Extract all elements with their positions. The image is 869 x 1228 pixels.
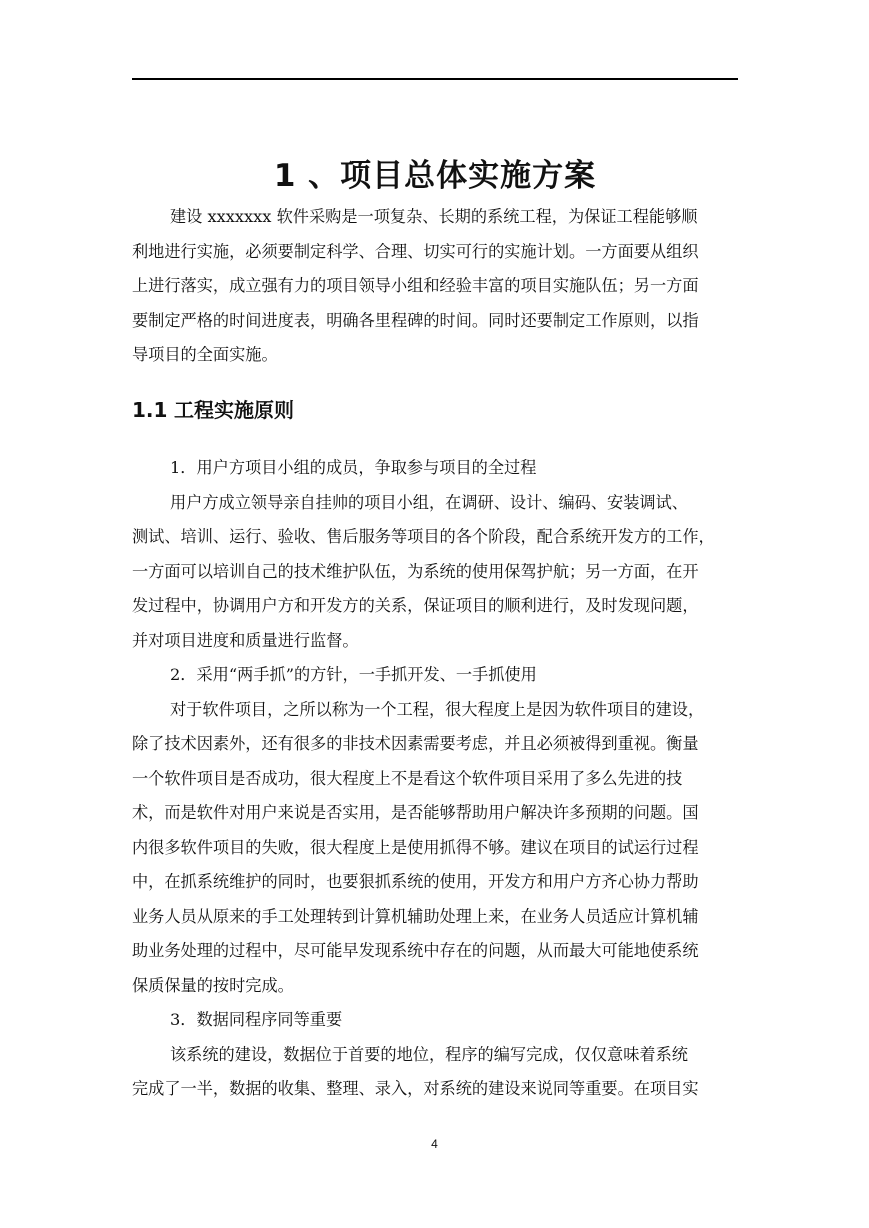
text-line: 一方面可以培训自己的技术维护队伍，为系统的使用保驾护航；另一方面，在开 xyxy=(132,561,699,581)
text-line: 术，而是软件对用户来说是否实用，是否能够帮助用户解决许多预期的问题。国 xyxy=(132,803,699,822)
text-line: 要制定严格的时间进度表，明确各里程碑的时间。同时还要制定工作原则，以指 xyxy=(132,310,699,330)
text-line: 建设 xxxxxxx 软件采购是一项复杂、长期的系统工程，为保证工程能够顺 xyxy=(170,207,698,226)
list-item-heading: 1．用户方项目小组的成员，争取参与项目的全过程 xyxy=(170,458,537,477)
text-line: 对于软件项目，之所以称为一个工程，很大程度上是因为软件项目的建设， xyxy=(170,699,705,719)
section-title: 工程实施原则 xyxy=(174,398,294,422)
list-item-heading: 3．数据同程序同等重要 xyxy=(170,1010,343,1029)
chapter-title: 1 、项目总体实施方案 xyxy=(273,158,597,194)
text-line: 用户方成立领导亲自挂帅的项目小组，在调研、设计、编码、安装调试、 xyxy=(170,492,688,512)
text-line: 除了技术因素外，还有很多的非技术因素需要考虑，并且必须被得到重视。衡量 xyxy=(132,734,699,753)
text-line: 发过程中，协调用户方和开发方的关系，保证项目的顺利进行，及时发现问题， xyxy=(132,596,699,615)
text-line: 中，在抓系统维护的同时，也要狠抓系统的使用，开发方和用户方齐心协力帮助 xyxy=(132,872,699,891)
section-heading xyxy=(132,394,294,426)
text-line: 导项目的全面实施。 xyxy=(132,345,278,364)
text-line: 该系统的建设，数据位于首要的地位，程序的编写完成，仅仅意味着系统 xyxy=(170,1044,688,1064)
text-line: 上进行落实，成立强有力的项目领导小组和经验丰富的项目实施队伍；另一方面 xyxy=(132,276,699,295)
body-text xyxy=(132,451,738,1107)
text-line: 完成了一半，数据的收集、整理、录入，对系统的建设来说同等重要。在项目实 xyxy=(132,1079,699,1098)
section-number: 1.1 xyxy=(132,398,168,422)
page-number: 4 xyxy=(431,1137,438,1151)
text-line: 保质保量的按时完成。 xyxy=(132,975,294,995)
header-rule xyxy=(132,78,738,80)
text-line: 并对项目进度和质量进行监督。 xyxy=(132,630,359,650)
text-line: 测试、培训、运行、验收、售后服务等项目的各个阶段，配合系统开发方的工作， xyxy=(132,527,715,546)
text-line: 业务人员从原来的手工处理转到计算机辅助处理上来，在业务人员适应计算机辅 xyxy=(132,906,699,926)
text-line: 助业务处理的过程中，尽可能早发现系统中存在的问题，从而最大可能地使系统 xyxy=(132,941,699,960)
text-line: 一个软件项目是否成功，很大程度上不是看这个软件项目采用了多么先进的技 xyxy=(132,768,683,788)
text-line: 利地进行实施，必须要制定科学、合理、切实可行的实施计划。一方面要从组织 xyxy=(132,241,699,261)
list-item-heading: 2．采用“两手抓”的方针，一手抓开发、一手抓使用 xyxy=(170,665,537,684)
text-line: 内很多软件项目的失败，很大程度上是使用抓得不够。建议在项目的试运行过程 xyxy=(132,837,699,857)
intro-paragraph xyxy=(132,200,738,373)
